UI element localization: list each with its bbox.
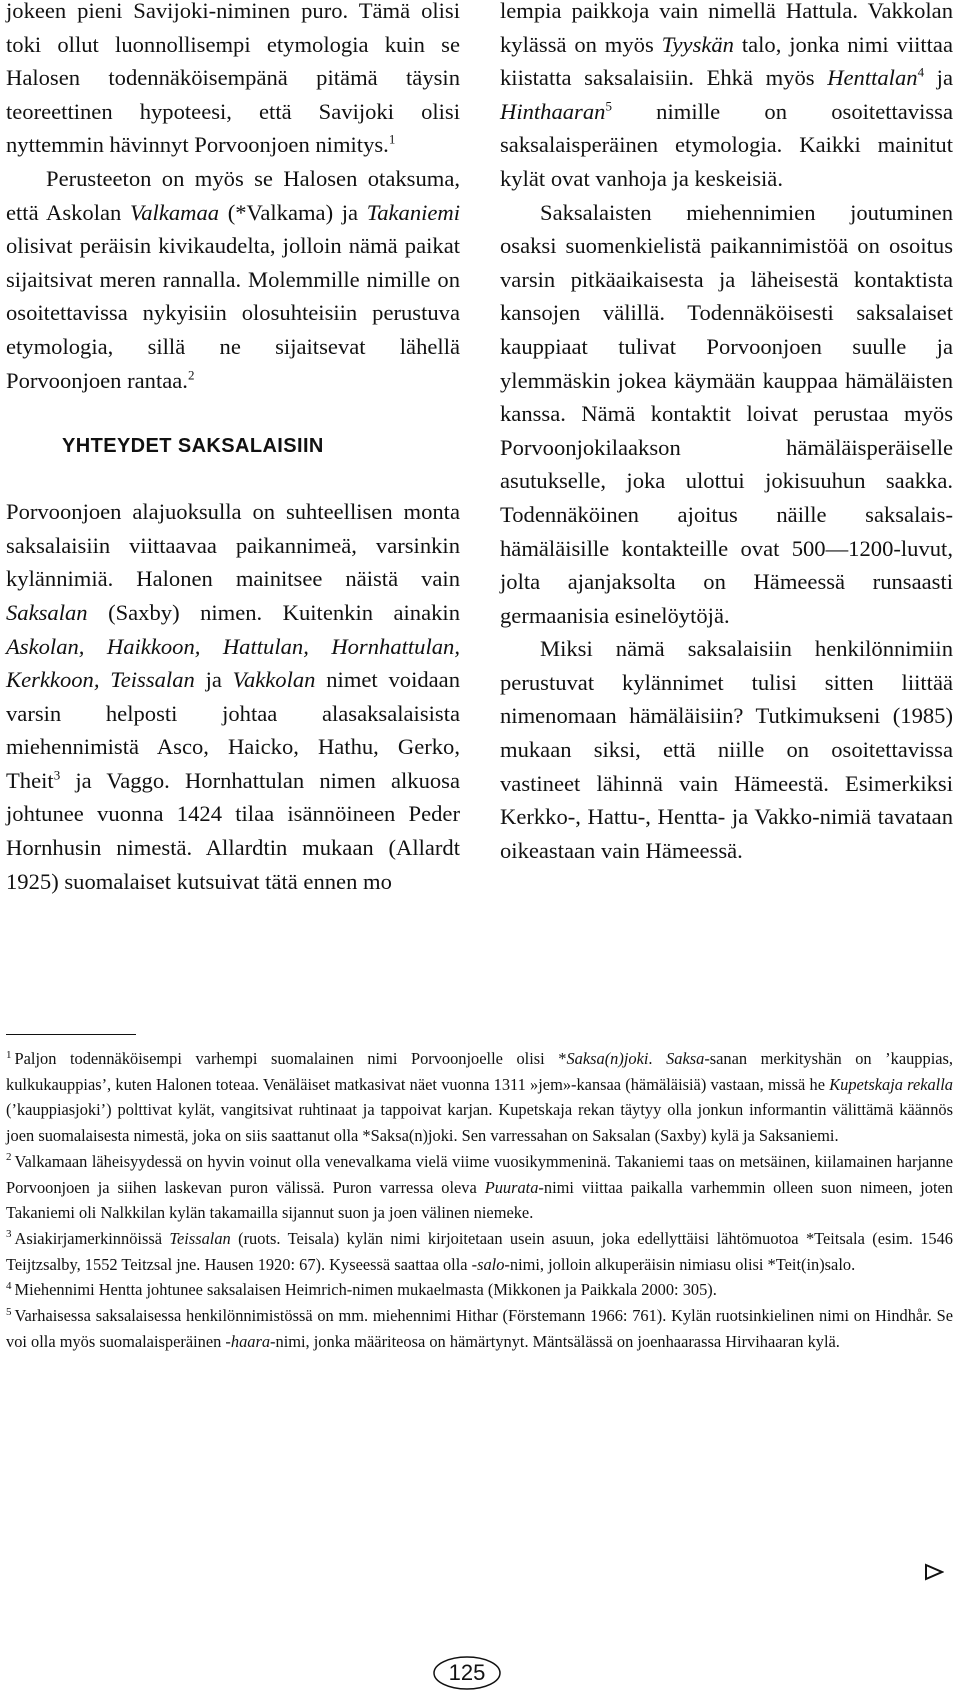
footnote-ref-4[interactable]: 4 — [917, 64, 925, 80]
text-run: (ruots. Teisala) kylän nimi kirjoitetaan usein asuun, joka edellyttäisi lähtömuotoa *Teitsala (esim. 1546 Teijtzsalby, 1552 Teitzsal jne. Hausen 1920: 67). Kyseessä saattaa olla — [6, 1228, 953, 1274]
italic-place-name: Vakkolan — [232, 667, 316, 693]
right-column — [500, 0, 953, 867]
paragraph: Miksi nämä saksalaisiin henkilönnimiin perustuvat kylännimet tulisi sitten liittää nimenomaan hämäläisiin? Tutkimukseni (1985) mukaan siksi, että niille on osoitettavissa vastineet lähinnä vain Hämeestä. Esimerkiksi Kerkko-, Hattu-, Hentta- ja Vakko-nimiä tavataan oikeastaan vain Hämeessä. — [500, 636, 953, 863]
italic-term: -haara — [225, 1331, 271, 1351]
footnote-4 — [6, 1277, 953, 1303]
text-run: jokeen pieni Savijoki-niminen puro. Tämä olisi toki ollut luonnollisempi etymologia kuin se Halosen todennäköisempänä pitämä täysin teoreettinen hypoteesi, että Savijoki olisi nyttemmin hävinnyt Porvoonjoen nimitys. — [6, 0, 460, 158]
italic-term: Saksa(n)joki — [566, 1049, 649, 1068]
text-run: -sanan merkityshän on ’kauppias, kulkukauppias’, kuten Halonen toteaa. Venäläiset matkasivat näet vuonna 1311 »jem»-kansaa (hämäläisiä) vastaan, missä he — [6, 1049, 953, 1094]
text-run: (Saxby) nimen. Kuitenkin ainakin — [87, 599, 460, 625]
italic-place-name: Tyyskän — [661, 31, 734, 57]
text-run: Perusteeton on myös se Halosen otaksuma, että Askolan — [6, 165, 460, 225]
page-number — [432, 1655, 502, 1691]
text-run: -nimi viittaa paikalla varhemmin olleen suon nimeen, joten Takaniemi oli Nalkkilan kylän takamailla sijannut suon ja joen välinen niemeke. — [6, 1177, 953, 1223]
triangle-arrow-right-icon[interactable] — [924, 1563, 944, 1581]
text-run: Miehennimi Hentta johtunee saksalaisen Heimrich-nimen mukaelmasta (Mikkonen ja Paikkala 2000: 305). — [14, 1280, 717, 1300]
text-run: Valkamaan läheisyydessä on hyvin voinut olla venevalkama vielä viime vuosikymmeninä. Takaniemi taas on metsäinen, kiilamainen harjanne Porvoonjoen ja siihen laskevan puron välissä. Puron varressa oleva — [6, 1151, 953, 1197]
footnotes — [6, 1046, 953, 1354]
text-run: ja — [924, 65, 953, 91]
italic-term: Teissalan — [169, 1228, 231, 1248]
text-run: Varhaisessa saksalaisessa henkilönnimistössä on mm. miehennimi Hithar (Förstemann 1966: 761). Kylän ruotsinkielinen nimi on Hindhår. Se voi olla myös suomalaisperäinen — [6, 1306, 953, 1351]
page-number-text: 125 — [448, 1660, 486, 1685]
italic-term: -salo — [471, 1254, 505, 1274]
italic-term: Saksa — [666, 1049, 705, 1068]
footnote-ref-2[interactable]: 2 — [187, 367, 195, 382]
text-run: (’kauppiasjoki’) polttivat kylät, vangitsivat ruhtinaat ja tappoivat karjan. Kupetskaja rekan täytyy olla jonkun informantin välittämä käännös joen suomalaisesta nimestä, joka on siis saattanut olla *Saksa(n)joki. Sen varressahan on Saksalan (Saxby) kylä ja Saksaniemi. — [6, 1100, 953, 1146]
text-run: lempia paikkoja vain nimellä Hattula. Vakkolan kylässä on myös — [500, 0, 953, 57]
text-run: nimet voidaan varsin helposti johtaa alasaksalaisista miehennimistä Asco, Haicko, Hathu, Gerko, Theit — [6, 667, 460, 793]
text-run: (*Valkama) ja — [219, 199, 367, 225]
footnote-number: 3 — [6, 1228, 12, 1241]
footnote-number: 5 — [6, 1305, 12, 1318]
footnote-number: 1 — [6, 1048, 12, 1061]
footnote-1 — [6, 1046, 953, 1149]
paragraph: Saksalaisten miehennimien joutuminen osaksi suomenkielistä paikannimistöä on osoitus varsin pitkäaikaisesta ja läheisestä kontaktista kansojen välillä. Todennäköisesti saksalaiset kauppiaat tulivat Porvoonjoen suulle ja ylemmäskin jokea käymään kauppaa hämäläisten kanssa. Nämä kontaktit loivat perustaa myös Porvoonjokilaakson hämäläisperäiselle asutukselle, joka ulottui jokisuuhun saakka. Todennäköinen ajoitus näille saksalais-hämäläisille kontakteille ovat 500—1200-luvut, jolta ajanjaksolta on Hämeessä runsaasti germaanisia esinelöytöjä. — [500, 199, 953, 628]
footnote-ref-5[interactable]: 5 — [605, 98, 612, 114]
italic-place-name: Henttalan — [827, 65, 918, 91]
paragraph — [6, 0, 460, 162]
paragraph — [6, 495, 460, 898]
text-run: olisivat peräisin kivikaudelta, jolloin nämä paikat sijaitsivat meren rannalla. Molemmille nimille on osoitettavissa nykyisiin olosuhteisiin perustuva etymologia, sillä ne sijaitsevat lähellä Porvoonjoen rantaa. — [6, 233, 460, 393]
text-run: Porvoonjoen alajuoksulla on suhteellisen monta saksalaisiin viittaavaa paikannimeä, varsinkin kylännimiä. Halonen mainitsee näistä vain — [6, 499, 460, 592]
text-run: . — [648, 1049, 667, 1068]
footnote-number: 4 — [6, 1279, 12, 1292]
text-run: -nimi, jonka määriteosa on hämärtynyt. Mäntsälässä on joenhaarassa Hirvihaaran kylä. — [270, 1331, 840, 1351]
italic-place-name: Hinthaaran — [500, 98, 606, 124]
paragraph — [6, 162, 460, 397]
italic-place-name: Saksalan — [6, 599, 88, 625]
text-run: talo, jonka nimi viittaa kiistatta saksalaisiin. Ehkä myös — [500, 31, 953, 91]
italic-place-name: Valkamaa — [129, 199, 220, 225]
text-run: Paljon todennäköisempi varhempi suomalainen nimi Porvoonjoelle olisi * — [14, 1049, 567, 1068]
paragraph — [500, 0, 953, 196]
footnote-separator — [6, 1034, 136, 1035]
footnote-3 — [6, 1226, 953, 1277]
italic-place-name: Takaniemi — [366, 199, 461, 225]
footnote-ref-1[interactable]: 1 — [388, 131, 396, 147]
italic-place-name: Askolan, Haikkoon, Hattulan, Hornhattulan, Kerkkoon, Teissalan — [6, 633, 460, 693]
text-run: ja Vaggo. Hornhattulan nimen alkuosa johtunee vuonna 1424 tilaa isännöineen Peder Hornhusin nimestä. Allardtin mukaan (Allardt 1925) suomalaiset kutsuivat tätä ennen mo — [6, 767, 460, 894]
text-run: nimille on osoitettavissa saksalaisperäinen etymologia. Kaikki mainitut kylät ovat vanhoja ja keskeisiä. — [500, 98, 953, 191]
italic-term: Kupetskaja rekalla — [829, 1074, 953, 1094]
text-run: ja — [194, 667, 233, 693]
text-run: -nimi, jolloin alkuperäisin nimiasu olisi *Teit(in)salo. — [504, 1254, 856, 1274]
footnote-ref-3[interactable]: 3 — [53, 767, 61, 783]
footnote-5 — [6, 1303, 953, 1354]
text-run: Asiakirjamerkinnöissä — [14, 1228, 170, 1248]
footnote-2 — [6, 1149, 953, 1226]
italic-term: Puurata — [484, 1177, 539, 1197]
left-column — [6, 0, 460, 898]
section-heading: YHTEYDET SAKSALAISIIN — [62, 435, 324, 458]
footnote-number: 2 — [6, 1151, 12, 1164]
